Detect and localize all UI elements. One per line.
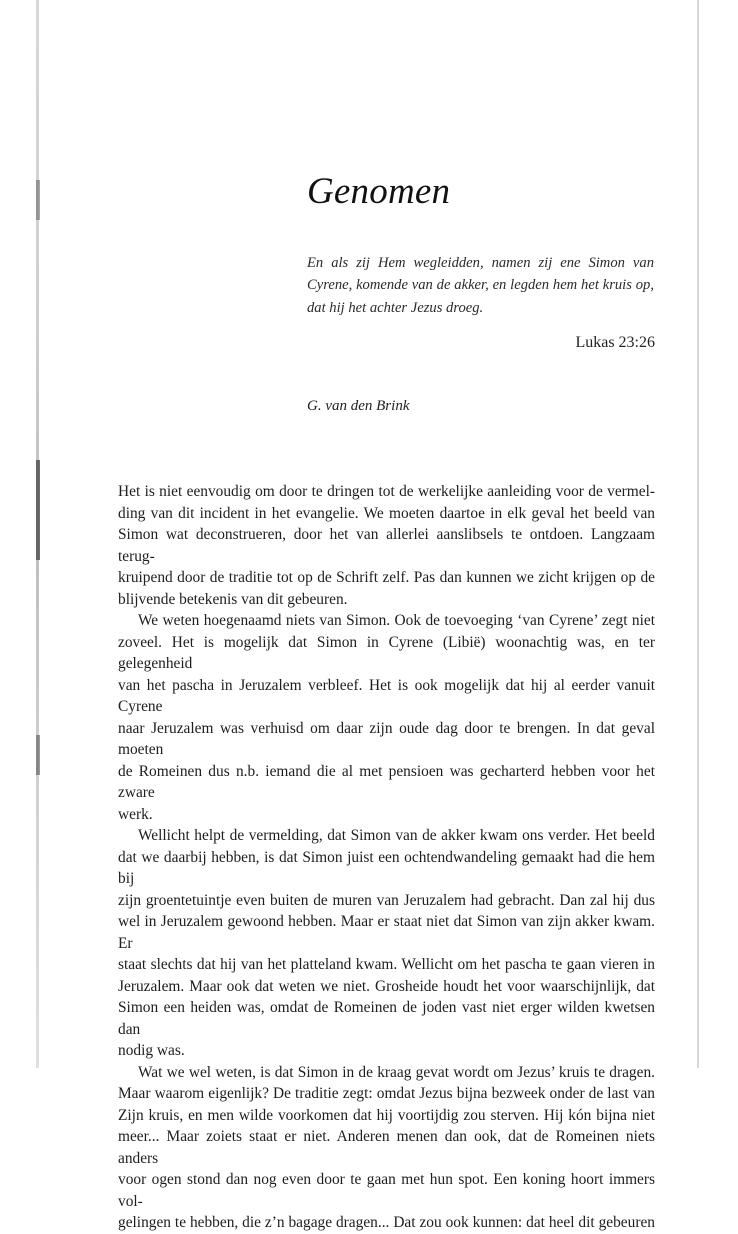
binding-mark xyxy=(36,460,40,560)
text-line: Wat we wel weten, is dat Simon in de kraag gevat wordt om Jezus’ kruis te dragen. xyxy=(138,1063,655,1081)
text-line: nodig was. xyxy=(118,1042,185,1059)
text-line: gelingen te hebben, die z’n bagage dragen... Dat zou ook kunnen: dat heel dit gebeuren xyxy=(118,1214,655,1231)
text-line: Jeruzalem. Maar ook dat weten we niet. Grosheide houdt het voor waarschijnlijk, dat xyxy=(118,977,655,995)
text-line: We weten hoegenaamd niets van Simon. Ook de toevoeging ‘van Cyrene’ zegt niet xyxy=(138,612,655,629)
text-line: Wellicht helpt de vermelding, dat Simon van de akker kwam ons verder. Het beeld xyxy=(138,827,655,844)
bible-reference: Lukas 23:26 xyxy=(575,334,655,351)
text-line: blijvende betekenis van dit gebeuren. xyxy=(118,590,348,608)
text-line: meer... Maar zoiets staat er niet. Anderen menen dan ook, dat de Romeinen niets anders xyxy=(118,1128,655,1167)
text-line: zijn groentetuintje even buiten de muren van Jeruzalem had gebracht. Dan zal hij dus xyxy=(118,891,655,909)
text-line: Het is niet eenvoudig om door te dringen tot de werkelijke aanleiding voor de vermel- xyxy=(118,483,655,500)
text-line: van het pascha in Jeruzalem verbleef. Het is ook mogelijk dat hij al eerder vanuit Cyrene xyxy=(118,676,655,715)
text-line: werk. xyxy=(118,805,153,823)
page-right-edge xyxy=(697,0,699,1068)
text-line: voor ogen stond dan nog even door te gaan met hun spot. Een koning hoort immers vol- xyxy=(118,1171,655,1210)
text-line: wel in Jeruzalem gewoond hebben. Maar er staat niet dat Simon van zijn akker kwam. Er xyxy=(118,913,655,952)
epigraph: En als zij Hem wegleidden, namen zij ene Simon van Cyrene, komende van de akker, en legden hem het kruis op, dat hij het achter Jezus droeg. xyxy=(307,255,654,316)
body-text xyxy=(118,481,655,1234)
article-title: Genomen xyxy=(307,171,451,212)
author-name: G. van den Brink xyxy=(307,398,410,414)
text-line: Maar waarom eigenlijk? De traditie zegt: omdat Jezus bijna bezweek onder de last van xyxy=(118,1085,655,1102)
text-line: Zijn kruis, en men wilde voorkomen dat hij voortijdig zou sterven. Hij kón bijna niet xyxy=(118,1106,655,1124)
text-line: naar Jeruzalem was verhuisd om daar zijn oude dag door te brengen. In dat geval moeten xyxy=(118,719,655,758)
text-line: ding van dit incident in het evangelie. We moeten daartoe in elk geval het beeld van xyxy=(118,504,655,522)
text-line: Simon een heiden was, omdat de Romeinen de joden vast niet erger wilden kwetsen dan xyxy=(118,999,655,1038)
text-line: kruipend door de traditie tot op de Schrift zelf. Pas dan kunnen we zicht krijgen op de xyxy=(118,569,655,586)
text-line: dat we daarbij hebben, is dat Simon juist een ochtendwandeling gemaakt had die hem bij xyxy=(118,848,655,887)
binding-mark xyxy=(36,735,40,775)
binding-mark xyxy=(36,180,40,220)
text-line: staat slechts dat hij van het platteland kwam. Wellicht om het pascha te gaan vieren in xyxy=(118,956,655,973)
text-line: zoveel. Het is mogelijk dat Simon in Cyrene (Libië) woonachtig was, en ter gelegenheid xyxy=(118,633,655,672)
text-line: de Romeinen dus n.b. iemand die al met pensioen was gecharterd hebben voor het zware xyxy=(118,762,655,801)
text-line: Simon wat deconstrueren, door het van allerlei aanslibsels te ontdoen. Langzaam terug- xyxy=(118,526,655,565)
